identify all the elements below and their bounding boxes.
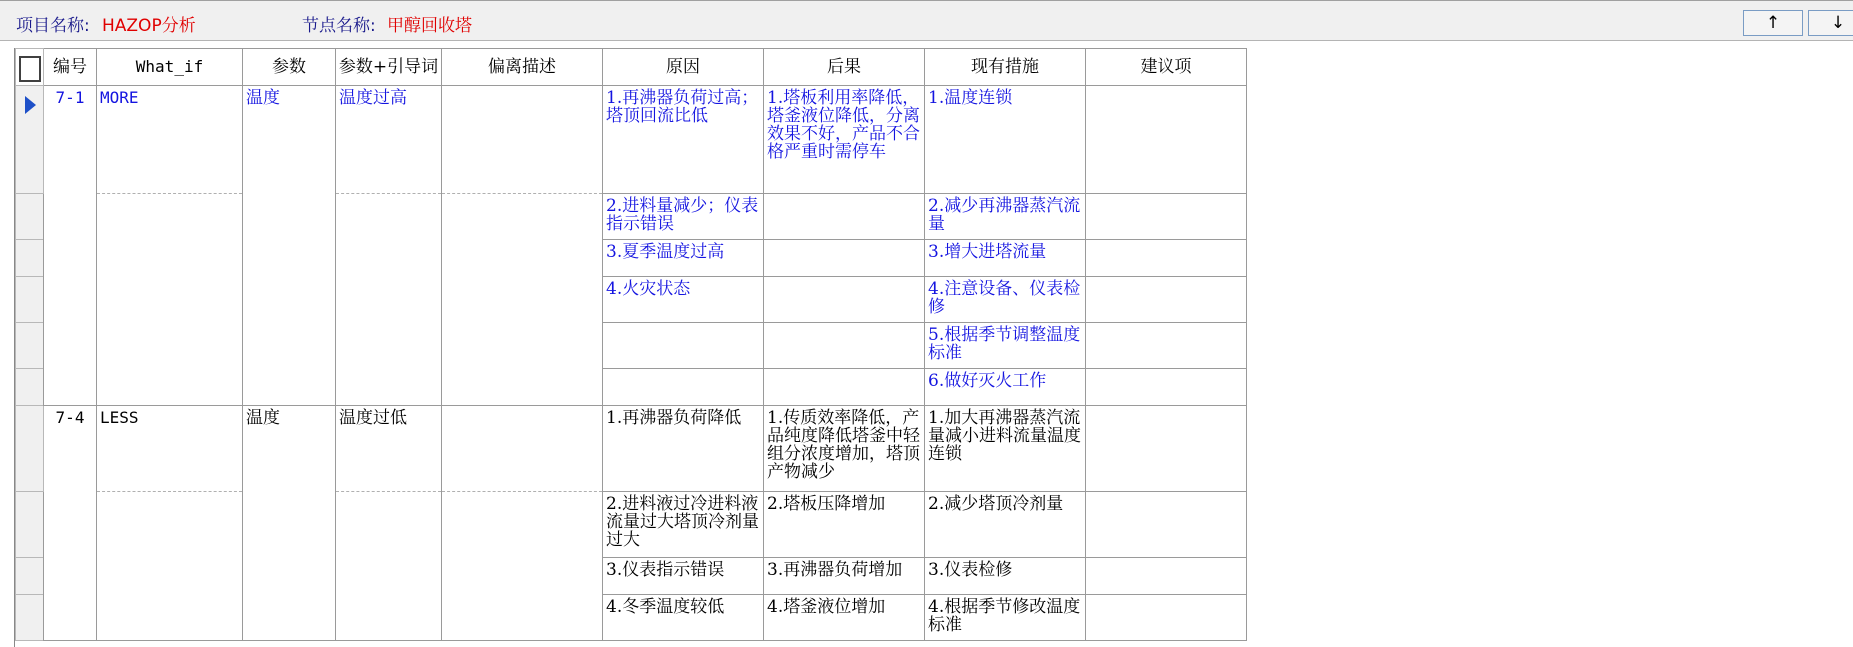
move-up-button[interactable]: ↑ bbox=[1743, 10, 1803, 36]
cause-cell[interactable]: 4.冬季温度较低 bbox=[603, 595, 764, 641]
consequence-cell[interactable]: 3.再沸器负荷增加 bbox=[764, 558, 925, 595]
cause-cell[interactable]: 3.仪表指示错误 bbox=[603, 558, 764, 595]
param-guide-cell-empty[interactable] bbox=[336, 194, 442, 406]
consequence-cell[interactable]: 2.塔板压降增加 bbox=[764, 492, 925, 558]
table-header-row bbox=[16, 49, 1247, 86]
suggestion-cell[interactable] bbox=[1086, 323, 1247, 369]
move-down-button[interactable]: ↓ bbox=[1808, 10, 1853, 36]
suggestion-cell[interactable] bbox=[1086, 277, 1247, 323]
column-header-suggestion[interactable]: 建议项 bbox=[1086, 49, 1247, 86]
suggestion-cell[interactable] bbox=[1086, 406, 1247, 492]
column-header-consequence[interactable]: 后果 bbox=[764, 49, 925, 86]
deviation-cell[interactable] bbox=[442, 86, 603, 194]
measure-cell[interactable]: 2.减少塔顶冷剂量 bbox=[925, 492, 1086, 558]
select-all-cell[interactable] bbox=[16, 49, 44, 86]
what-if-cell-empty[interactable] bbox=[97, 194, 243, 406]
row-indicator[interactable] bbox=[16, 406, 44, 492]
consequence-cell[interactable] bbox=[764, 240, 925, 277]
measure-cell[interactable]: 1.温度连锁 bbox=[925, 86, 1086, 194]
deviation-cell-empty[interactable] bbox=[442, 492, 603, 641]
row-indicator[interactable] bbox=[16, 595, 44, 641]
row-indicator[interactable] bbox=[16, 492, 44, 558]
measure-cell[interactable]: 1.加大再沸器蒸汽流量减小进料流量温度连锁 bbox=[925, 406, 1086, 492]
measure-cell[interactable]: 5.根据季节调整温度标准 bbox=[925, 323, 1086, 369]
consequence-cell[interactable]: 1.塔板利用率降低，塔釜液位降低，分离效果不好，产品不合格严重时需停车 bbox=[764, 86, 925, 194]
what-if-cell[interactable]: MORE bbox=[97, 86, 243, 194]
deviation-cell[interactable] bbox=[442, 406, 603, 492]
row-indicator[interactable] bbox=[16, 369, 44, 406]
param-cell[interactable]: 温度 bbox=[243, 406, 336, 641]
what-if-cell[interactable]: LESS bbox=[97, 406, 243, 492]
cause-cell[interactable]: 1.再沸器负荷降低 bbox=[603, 406, 764, 492]
table-row[interactable] bbox=[16, 86, 1247, 194]
measure-cell[interactable]: 4.根据季节修改温度标准 bbox=[925, 595, 1086, 641]
cause-cell[interactable]: 3.夏季温度过高 bbox=[603, 240, 764, 277]
suggestion-cell[interactable] bbox=[1086, 558, 1247, 595]
table-row[interactable] bbox=[16, 194, 1247, 240]
table-row[interactable] bbox=[16, 406, 1247, 492]
suggestion-cell[interactable] bbox=[1086, 194, 1247, 240]
node-name-label: 节点名称: bbox=[302, 16, 376, 36]
hazop-table bbox=[15, 48, 1247, 641]
deviation-cell-empty[interactable] bbox=[442, 194, 603, 406]
cause-cell[interactable]: 2.进料液过冷进料液流量过大塔顶冷剂量过大 bbox=[603, 492, 764, 558]
cause-cell[interactable] bbox=[603, 369, 764, 406]
cause-cell[interactable] bbox=[603, 323, 764, 369]
suggestion-cell[interactable] bbox=[1086, 240, 1247, 277]
consequence-cell[interactable]: 4.塔釜液位增加 bbox=[764, 595, 925, 641]
consequence-cell[interactable]: 1.传质效率降低，产品纯度降低塔釜中轻组分浓度增加，塔顶产物减少 bbox=[764, 406, 925, 492]
param-guide-cell[interactable]: 温度过高 bbox=[336, 86, 442, 194]
table-row[interactable] bbox=[16, 492, 1247, 558]
suggestion-cell[interactable] bbox=[1086, 369, 1247, 406]
node-id-cell[interactable]: 7-1 bbox=[44, 86, 97, 406]
suggestion-cell[interactable] bbox=[1086, 492, 1247, 558]
measure-cell[interactable]: 4.注意设备、仪表检修 bbox=[925, 277, 1086, 323]
column-header-what-if[interactable]: What_if bbox=[97, 49, 243, 86]
current-row-indicator[interactable] bbox=[16, 86, 44, 194]
measure-cell[interactable]: 6.做好灭火工作 bbox=[925, 369, 1086, 406]
node-header-bar bbox=[0, 1, 1853, 41]
param-guide-cell-empty[interactable] bbox=[336, 492, 442, 641]
what-if-cell-empty[interactable] bbox=[97, 492, 243, 641]
consequence-cell[interactable] bbox=[764, 194, 925, 240]
current-row-arrow-icon bbox=[25, 96, 36, 114]
row-indicator[interactable] bbox=[16, 558, 44, 595]
consequence-cell[interactable] bbox=[764, 277, 925, 323]
cause-cell[interactable]: 2.进料量减少；仪表指示错误 bbox=[603, 194, 764, 240]
row-indicator[interactable] bbox=[16, 240, 44, 277]
row-indicator[interactable] bbox=[16, 323, 44, 369]
consequence-cell[interactable] bbox=[764, 323, 925, 369]
measure-cell[interactable]: 2.减少再沸器蒸汽流量 bbox=[925, 194, 1086, 240]
node-name-value: 甲醇回收塔 bbox=[387, 16, 472, 36]
param-cell[interactable]: 温度 bbox=[243, 86, 336, 406]
column-header-id[interactable]: 编号 bbox=[44, 49, 97, 86]
column-header-param[interactable]: 参数 bbox=[243, 49, 336, 86]
node-id-cell[interactable]: 7-4 bbox=[44, 406, 97, 641]
cause-cell[interactable]: 4.火灾状态 bbox=[603, 277, 764, 323]
measure-cell[interactable]: 3.仪表检修 bbox=[925, 558, 1086, 595]
suggestion-cell[interactable] bbox=[1086, 595, 1247, 641]
measure-cell[interactable]: 3.增大进塔流量 bbox=[925, 240, 1086, 277]
column-header-deviation[interactable]: 偏离描述 bbox=[442, 49, 603, 86]
column-header-param-guide[interactable]: 参数+引导词 bbox=[336, 49, 442, 86]
column-header-measures[interactable]: 现有措施 bbox=[925, 49, 1086, 86]
consequence-cell[interactable] bbox=[764, 369, 925, 406]
param-guide-cell[interactable]: 温度过低 bbox=[336, 406, 442, 492]
project-name-label: 项目名称: bbox=[16, 16, 90, 36]
suggestion-cell[interactable] bbox=[1086, 86, 1247, 194]
select-all-checkbox[interactable] bbox=[19, 56, 41, 82]
column-header-cause[interactable]: 原因 bbox=[603, 49, 764, 86]
row-indicator[interactable] bbox=[16, 277, 44, 323]
project-name-value: HAZOP分析 bbox=[102, 16, 196, 36]
row-indicator[interactable] bbox=[16, 194, 44, 240]
cause-cell[interactable]: 1.再沸器负荷过高；塔顶回流比低 bbox=[603, 86, 764, 194]
